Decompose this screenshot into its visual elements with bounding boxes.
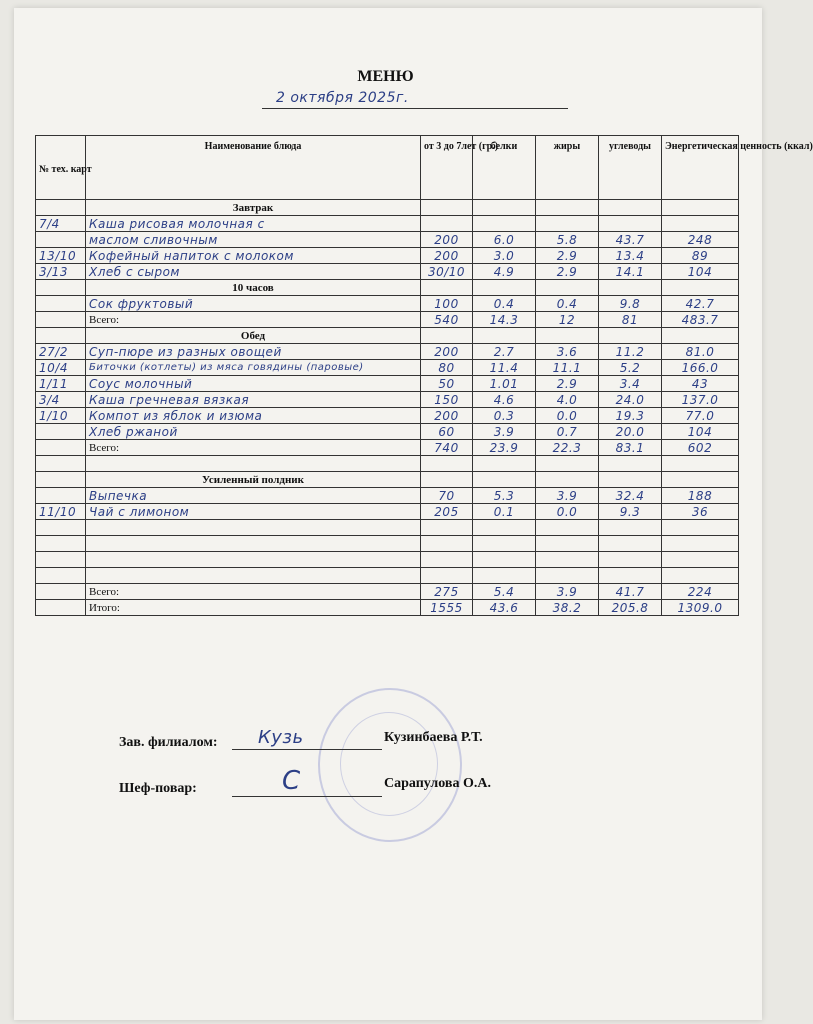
- protein: 11.4: [473, 360, 536, 376]
- fat: 22.3: [536, 440, 599, 456]
- section-row: [36, 200, 739, 216]
- tech-card: 1/11: [36, 376, 86, 392]
- carbs: 83.1: [599, 440, 662, 456]
- table-row: [36, 488, 739, 504]
- dish-name: Чай с лимоном: [86, 504, 421, 520]
- table-row: [36, 216, 739, 232]
- energy: 89: [662, 248, 739, 264]
- header-carbs: углеводы: [599, 136, 662, 200]
- carbs: 43.7: [599, 232, 662, 248]
- grand-total-label: Итого:: [86, 600, 421, 616]
- head-signature-line: [232, 748, 382, 750]
- tech-card: [36, 232, 86, 248]
- portion: 30/10: [421, 264, 473, 280]
- energy: 137.0: [662, 392, 739, 408]
- total-row: [36, 584, 739, 600]
- protein: 3.0: [473, 248, 536, 264]
- tech-card: 11/10: [36, 504, 86, 520]
- chef-signature: С: [282, 766, 301, 796]
- fat: 3.9: [536, 584, 599, 600]
- fat: 2.9: [536, 264, 599, 280]
- protein: 0.3: [473, 408, 536, 424]
- dish-name: маслом сливочным: [86, 232, 421, 248]
- energy: 81.0: [662, 344, 739, 360]
- carbs: 20.0: [599, 424, 662, 440]
- carbs: 11.2: [599, 344, 662, 360]
- carbs: 9.3: [599, 504, 662, 520]
- chef-signature-label: Шеф-повар:: [119, 781, 197, 796]
- protein: 5.3: [473, 488, 536, 504]
- protein: 43.6: [473, 600, 536, 616]
- carbs: 24.0: [599, 392, 662, 408]
- header-portion: от 3 до 7лет (гр.): [421, 136, 473, 200]
- carbs: 9.8: [599, 296, 662, 312]
- portion: 540: [421, 312, 473, 328]
- section-breakfast: Завтрак: [86, 200, 421, 216]
- fat: 2.9: [536, 376, 599, 392]
- portion: 200: [421, 408, 473, 424]
- empty-row: [36, 456, 739, 472]
- head-signature-label: Зав. филиалом:: [119, 735, 218, 750]
- portion: 740: [421, 440, 473, 456]
- tech-card: 3/13: [36, 264, 86, 280]
- energy: 1309.0: [662, 600, 739, 616]
- head-signature: Кузь: [258, 727, 304, 748]
- energy: 36: [662, 504, 739, 520]
- dish-name: Кофейный напиток с молоком: [86, 248, 421, 264]
- protein: 14.3: [473, 312, 536, 328]
- tech-card: 7/4: [36, 216, 86, 232]
- energy: 248: [662, 232, 739, 248]
- portion: 200: [421, 344, 473, 360]
- dish-name: Каша рисовая молочная с: [86, 216, 421, 232]
- head-name: Кузинбаева Р.Т.: [384, 730, 483, 745]
- portion: 200: [421, 232, 473, 248]
- portion: 205: [421, 504, 473, 520]
- header-protein: белки: [473, 136, 536, 200]
- energy: 43: [662, 376, 739, 392]
- carbs: 205.8: [599, 600, 662, 616]
- fat: 2.9: [536, 248, 599, 264]
- empty-row: [36, 552, 739, 568]
- tech-card: [36, 296, 86, 312]
- energy: 602: [662, 440, 739, 456]
- dish-name: Биточки (котлеты) из мяса говядины (паровые): [86, 360, 421, 376]
- grand-total-row: [36, 600, 739, 616]
- header-name: Наименование блюда: [86, 136, 421, 200]
- energy: 224: [662, 584, 739, 600]
- portion: 80: [421, 360, 473, 376]
- energy: 483.7: [662, 312, 739, 328]
- tech-card: 1/10: [36, 408, 86, 424]
- protein: 0.4: [473, 296, 536, 312]
- protein: 23.9: [473, 440, 536, 456]
- total-row: [36, 440, 739, 456]
- dish-name: Соус молочный: [86, 376, 421, 392]
- carbs: 19.3: [599, 408, 662, 424]
- dish-name: Хлеб с сыром: [86, 264, 421, 280]
- dish-name: Компот из яблок и изюма: [86, 408, 421, 424]
- menu-table: [35, 135, 813, 616]
- table-row: [36, 264, 739, 280]
- fat: 5.8: [536, 232, 599, 248]
- portion: 200: [421, 248, 473, 264]
- protein: 3.9: [473, 424, 536, 440]
- section-snack: Усиленный полдник: [86, 472, 421, 488]
- tech-card: 3/4: [36, 392, 86, 408]
- carbs: 41.7: [599, 584, 662, 600]
- protein: 4.9: [473, 264, 536, 280]
- table-row: [36, 424, 739, 440]
- fat: 4.0: [536, 392, 599, 408]
- portion: 275: [421, 584, 473, 600]
- fat: 11.1: [536, 360, 599, 376]
- table-row: [36, 504, 739, 520]
- table-row: [36, 296, 739, 312]
- section-row: [36, 280, 739, 296]
- fat: 3.6: [536, 344, 599, 360]
- fat: 12: [536, 312, 599, 328]
- carbs: 32.4: [599, 488, 662, 504]
- protein: 6.0: [473, 232, 536, 248]
- energy: 104: [662, 424, 739, 440]
- table-header: [36, 136, 739, 200]
- carbs: 13.4: [599, 248, 662, 264]
- dish-name: Сок фруктовый: [86, 296, 421, 312]
- empty-row: [36, 520, 739, 536]
- total-row: [36, 312, 739, 328]
- table-row: [36, 248, 739, 264]
- table-row: [36, 360, 739, 376]
- total-label: Всего:: [86, 440, 421, 456]
- empty-row: [36, 568, 739, 584]
- header-fat: жиры: [536, 136, 599, 200]
- total-label: Всего:: [86, 312, 421, 328]
- section-row: [36, 472, 739, 488]
- tech-card: 13/10: [36, 248, 86, 264]
- dish-name: Выпечка: [86, 488, 421, 504]
- fat: 0.0: [536, 504, 599, 520]
- stamp-seal-inner: [340, 712, 438, 816]
- dish-name: Каша гречневая вязкая: [86, 392, 421, 408]
- fat: 0.0: [536, 408, 599, 424]
- header-tech: № тех. карт: [36, 136, 86, 200]
- table-row: [36, 344, 739, 360]
- portion: 150: [421, 392, 473, 408]
- fat: 3.9: [536, 488, 599, 504]
- section-row: [36, 328, 739, 344]
- tech-card: 27/2: [36, 344, 86, 360]
- protein: 5.4: [473, 584, 536, 600]
- carbs: 5.2: [599, 360, 662, 376]
- chef-name: Сарапулова О.А.: [384, 776, 491, 791]
- fat: 0.7: [536, 424, 599, 440]
- table-row: [36, 232, 739, 248]
- section-ten: 10 часов: [86, 280, 421, 296]
- carbs: 3.4: [599, 376, 662, 392]
- dish-name: Суп-пюре из разных овощей: [86, 344, 421, 360]
- carbs: 81: [599, 312, 662, 328]
- portion: 1555: [421, 600, 473, 616]
- protein: 4.6: [473, 392, 536, 408]
- carbs: 14.1: [599, 264, 662, 280]
- chef-signature-line: [232, 795, 382, 797]
- table-row: [36, 408, 739, 424]
- protein: 0.1: [473, 504, 536, 520]
- menu-date: 2 октября 2025г.: [276, 90, 409, 106]
- header-energy: Энергетическая ценность (ккал): [662, 136, 739, 200]
- energy: 188: [662, 488, 739, 504]
- portion: 50: [421, 376, 473, 392]
- energy: 104: [662, 264, 739, 280]
- dish-name: Хлеб ржаной: [86, 424, 421, 440]
- energy: 42.7: [662, 296, 739, 312]
- portion: 60: [421, 424, 473, 440]
- protein: 1.01: [473, 376, 536, 392]
- energy: 77.0: [662, 408, 739, 424]
- energy: 166.0: [662, 360, 739, 376]
- fat: 0.4: [536, 296, 599, 312]
- portion: 100: [421, 296, 473, 312]
- table-row: [36, 392, 739, 408]
- tech-card: [36, 488, 86, 504]
- total-label: Всего:: [86, 584, 421, 600]
- table-row: [36, 376, 739, 392]
- document-title: МЕНЮ: [357, 68, 414, 85]
- fat: 38.2: [536, 600, 599, 616]
- empty-row: [36, 536, 739, 552]
- tech-card: 10/4: [36, 360, 86, 376]
- portion: 70: [421, 488, 473, 504]
- section-lunch: Обед: [86, 328, 421, 344]
- tech-card: [36, 424, 86, 440]
- protein: 2.7: [473, 344, 536, 360]
